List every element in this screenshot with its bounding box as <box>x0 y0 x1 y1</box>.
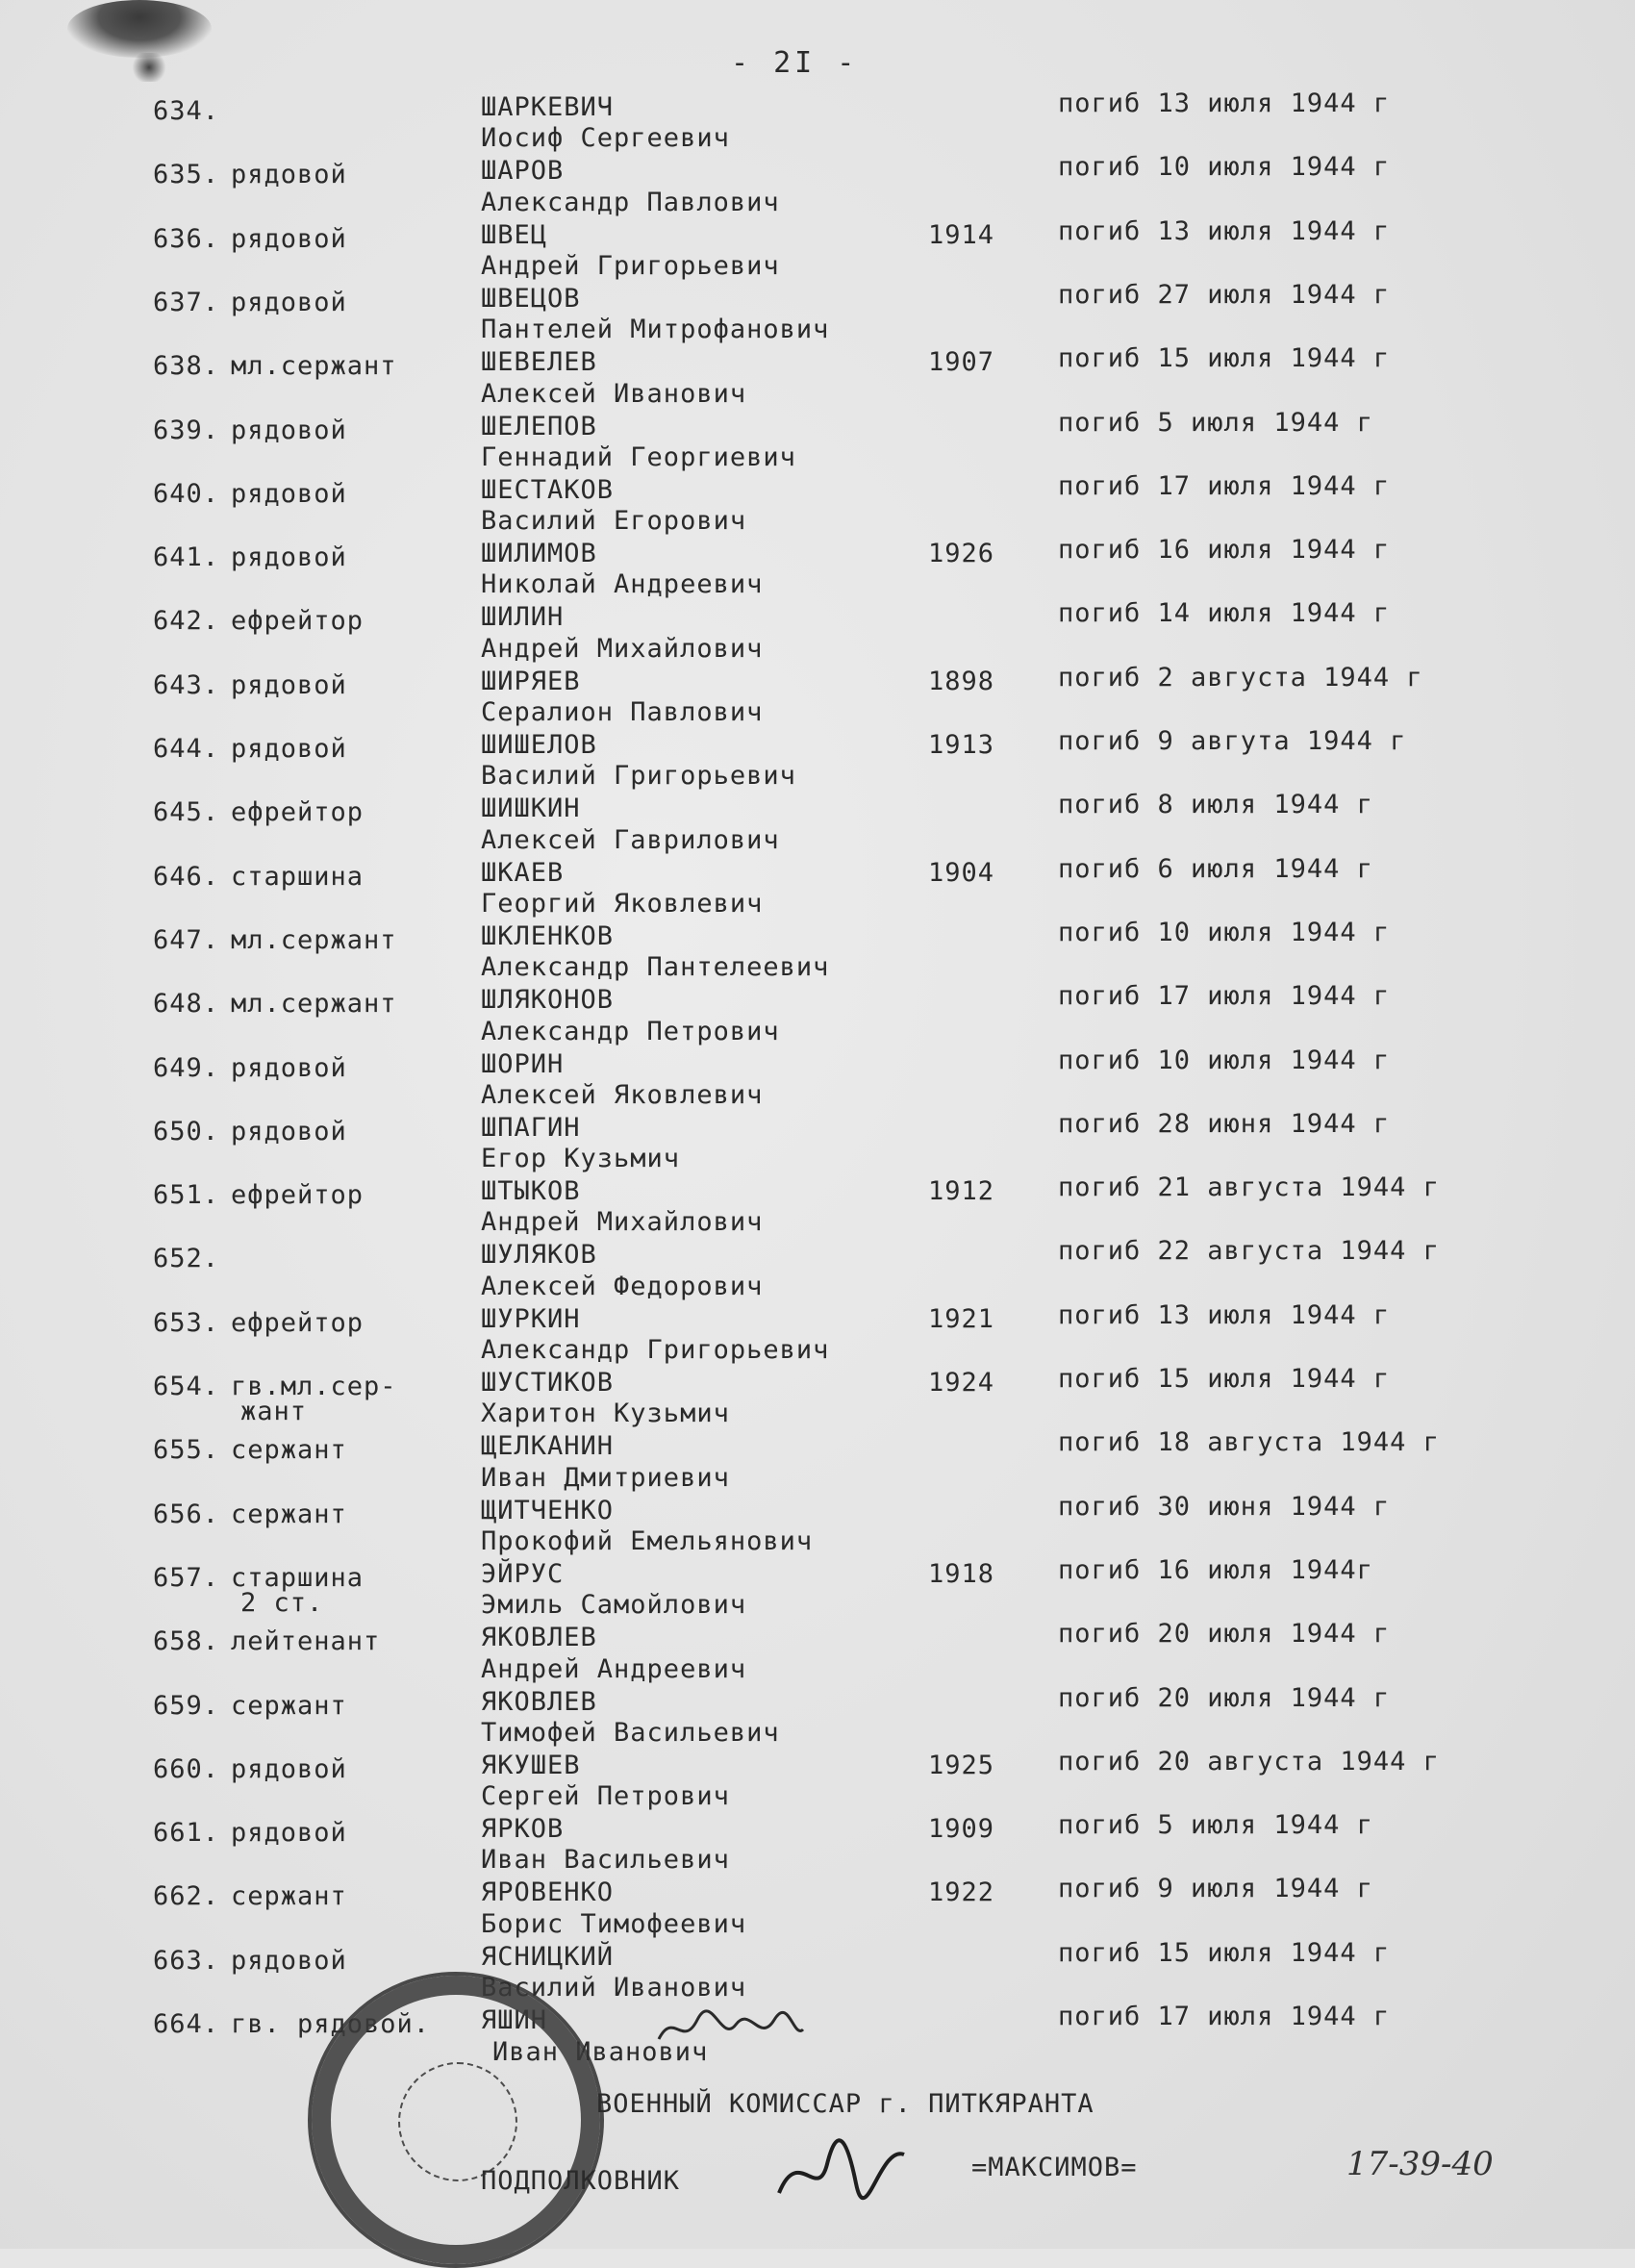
given-name: Алексей Гаврилович <box>481 824 780 855</box>
fate-date: погиб 10 июля 1944 г <box>1058 1045 1391 1075</box>
entry-number: 646. <box>152 861 219 892</box>
birth-year: 1922 <box>928 1877 995 1908</box>
entry-number: 645. <box>152 797 219 828</box>
surname: ШИЛИН <box>481 602 565 633</box>
given-name: Пантелей Митрофанович <box>481 315 830 345</box>
entry-number: 658. <box>152 1626 219 1657</box>
page-number: - 2I - <box>731 46 859 80</box>
list-row <box>0 1207 1635 1274</box>
birth-year: 1914 <box>928 219 995 250</box>
surname: ШУЛЯКОВ <box>481 1240 597 1271</box>
fate-date: погиб 13 июля 1944 г <box>1058 215 1391 246</box>
entry-number: 661. <box>152 1818 219 1849</box>
fate-date: погиб 15 июля 1944 г <box>1058 1364 1391 1394</box>
surname: ШЕЛЕПОВ <box>481 411 597 441</box>
surname: ШИШЕЛОВ <box>481 730 597 760</box>
fate-date: погиб 27 июля 1944 г <box>1058 279 1391 310</box>
surname: ШПАГИН <box>481 1112 581 1143</box>
official-stamp <box>308 1972 604 2268</box>
given-name: Харитон Кузьмич <box>481 1399 730 1429</box>
surname: ШВЕЦОВ <box>481 283 581 314</box>
list-row <box>0 1016 1635 1083</box>
entry-number: 660. <box>152 1753 219 1784</box>
fate-date: погиб 16 июля 1944г <box>1058 1554 1373 1585</box>
birth-year: 1926 <box>928 539 995 569</box>
given-name: Василий Григорьевич <box>481 761 796 792</box>
surname: ЯКОВЛЕВ <box>481 1686 597 1717</box>
fate-date: погиб 18 августа 1944 г <box>1058 1427 1440 1458</box>
ink-smudge <box>67 0 212 58</box>
list-row <box>0 1587 1635 1657</box>
list-row <box>0 506 1635 573</box>
entry-number: 652. <box>152 1244 219 1274</box>
surname: ЩЕЛКАНИН <box>481 1431 615 1462</box>
entry-number: 650. <box>152 1116 219 1147</box>
given-name: Андрей Андреевич <box>481 1653 747 1684</box>
surname: ЯРОВЕНКО <box>481 1877 615 1908</box>
military-rank: рядовой <box>231 1052 347 1083</box>
entry-number: 644. <box>152 734 219 764</box>
military-rank: мл.сержант <box>231 924 397 955</box>
fate-date: погиб 9 июля 1944 г <box>1058 1874 1373 1904</box>
entry-number: 635. <box>152 160 219 190</box>
commissar-signature <box>769 2126 914 2212</box>
entry-number: 634. <box>152 96 219 126</box>
fate-date: погиб 5 июля 1944 г <box>1058 1810 1373 1841</box>
military-rank: рядовой <box>231 1116 347 1147</box>
military-rank: ефрейтор <box>231 1307 365 1338</box>
handwritten-number: 17-39-40 <box>1346 2145 1494 2183</box>
birth-year: 1904 <box>928 857 995 888</box>
military-rank: рядовой <box>231 669 347 700</box>
surname: ШКЛЕНКОВ <box>481 920 615 951</box>
entry-number: 647. <box>152 924 219 955</box>
surname: ШАРКЕВИЧ <box>481 92 615 122</box>
given-name: Александр Пантелеевич <box>481 952 830 983</box>
fate-date: погиб 28 июня 1944 г <box>1058 1108 1391 1139</box>
entry-number: 653. <box>152 1307 219 1338</box>
surname: ЭЙРУС <box>481 1558 565 1589</box>
entry-number: 637. <box>152 287 219 317</box>
given-name: Егор Кузьмич <box>481 1144 681 1174</box>
surname: ШЕВЕЛЕВ <box>481 347 597 378</box>
list-row <box>0 1845 1635 1912</box>
stamp-emblem <box>398 2062 517 2181</box>
military-rank: лейтенант <box>231 1626 381 1657</box>
handwritten-signature-yashin <box>654 2001 808 2058</box>
officer-name: =МАКСИМОВ= <box>971 2153 1138 2182</box>
given-name: Эмиль Самойлович <box>481 1590 747 1621</box>
surname: ЯКУШЕВ <box>481 1750 581 1780</box>
military-rank: мл.сержант <box>231 351 397 382</box>
list-row <box>0 569 1635 637</box>
fate-date: погиб 6 июля 1944 г <box>1058 853 1373 884</box>
given-name: Прокофий Емельянович <box>481 1525 814 1556</box>
list-row <box>0 1781 1635 1849</box>
military-rank: рядовой <box>231 160 347 190</box>
military-rank: сержант <box>231 1690 347 1721</box>
given-name: Георгий Яковлевич <box>481 888 764 919</box>
given-name: Александр Петрович <box>481 1016 780 1046</box>
fate-date: погиб 9 авгута 1944 г <box>1058 726 1407 756</box>
fate-date: погиб 13 июля 1944 г <box>1058 88 1391 118</box>
entry-number: 655. <box>152 1435 219 1466</box>
surname: ШАРОВ <box>481 156 565 187</box>
given-name: Андрей Михайлович <box>481 633 764 664</box>
entry-number: 657. <box>152 1562 219 1593</box>
list-row <box>0 378 1635 445</box>
list-row <box>0 123 1635 190</box>
entry-number: 663. <box>152 1945 219 1976</box>
list-row <box>0 824 1635 892</box>
fate-date: погиб 13 июля 1944 г <box>1058 1299 1391 1330</box>
list-row <box>0 952 1635 1020</box>
fate-date: погиб 14 июля 1944 г <box>1058 598 1391 629</box>
list-row <box>0 60 1635 126</box>
entry-number: 641. <box>152 542 219 573</box>
fate-date: погиб 22 августа 1944 г <box>1058 1236 1440 1267</box>
fate-date: погиб 30 июня 1944 г <box>1058 1491 1391 1522</box>
fate-date: погиб 17 июля 1944 г <box>1058 981 1391 1012</box>
list-row <box>0 1973 1635 2039</box>
list-row <box>0 251 1635 315</box>
fate-date: погиб 5 июля 1944 г <box>1058 407 1373 438</box>
fate-date: погиб 20 августа 1944 г <box>1058 1746 1440 1777</box>
given-name: Сергей Петрович <box>481 1781 730 1812</box>
military-rank: ефрейтор <box>231 606 365 637</box>
list-row <box>0 1144 1635 1211</box>
military-rank: сержант <box>231 1435 347 1466</box>
given-name: Александр Григорьевич <box>481 1335 830 1365</box>
fate-date: погиб 17 июля 1944 г <box>1058 470 1391 501</box>
entry-number: 642. <box>152 606 219 637</box>
military-rank: рядовой <box>231 734 347 764</box>
entry-number: 643. <box>152 669 219 700</box>
military-rank-continued: 2 ст. <box>240 1587 324 1618</box>
entry-number: 659. <box>152 1690 219 1721</box>
surname: ШИЛИМОВ <box>481 539 597 569</box>
officer-rank: ПОДПОЛКОВНИК <box>481 2166 681 2196</box>
entry-number: 639. <box>152 415 219 445</box>
given-name: Алексей Иванович <box>481 378 747 409</box>
surname: ШЛЯКОНОВ <box>481 985 615 1016</box>
fate-date: погиб 16 июля 1944 г <box>1058 535 1391 566</box>
surname: ШИШКИН <box>481 794 581 824</box>
birth-year: 1898 <box>928 666 995 696</box>
military-rank: старшина <box>231 1562 365 1593</box>
given-name: Андрей Григорьевич <box>481 250 780 281</box>
surname: ШИРЯЕВ <box>481 666 581 696</box>
given-name: Василий Иванович <box>481 1973 747 2003</box>
fate-date: погиб 10 июля 1944 г <box>1058 152 1391 183</box>
military-rank: рядовой <box>231 223 347 254</box>
list-row <box>0 1717 1635 1784</box>
birth-year: 1913 <box>928 730 995 760</box>
military-rank: ефрейтор <box>231 1180 365 1211</box>
surname: ШТЫКОВ <box>481 1176 581 1207</box>
given-name: Василий Егорович <box>481 506 747 537</box>
birth-year: 1909 <box>928 1814 995 1845</box>
fate-date: погиб 21 августа 1944 г <box>1058 1172 1440 1203</box>
given-name: Иван Дмитриевич <box>481 1462 730 1493</box>
list-row <box>0 888 1635 955</box>
commissar-title: ВОЕННЫЙ КОМИССАР г. ПИТКЯРАНТА <box>596 2089 1094 2119</box>
entry-number: 656. <box>152 1499 219 1529</box>
entry-number: 662. <box>152 1881 219 1912</box>
fate-date: погиб 10 июля 1944 г <box>1058 917 1391 947</box>
military-rank: рядовой <box>231 287 347 317</box>
military-rank: рядовой <box>231 478 347 509</box>
military-rank: сержант <box>231 1499 347 1529</box>
given-name: Иван Васильевич <box>481 1845 730 1876</box>
birth-year: 1918 <box>928 1558 995 1589</box>
military-rank: сержант <box>231 1881 347 1912</box>
list-row <box>0 1079 1635 1147</box>
surname: ЩИТЧЕНКО <box>481 1495 615 1525</box>
military-rank: гв. рядовой. <box>231 2009 431 2039</box>
list-row <box>0 441 1635 509</box>
birth-year: 1921 <box>928 1303 995 1334</box>
fate-date: погиб 15 июля 1944 г <box>1058 343 1391 374</box>
military-rank: рядовой <box>231 1945 347 1976</box>
military-rank: рядовой <box>231 542 347 573</box>
birth-year: 1912 <box>928 1176 995 1207</box>
entry-number: 638. <box>152 351 219 382</box>
given-name: Борис Тимофеевич <box>481 1908 747 1939</box>
list-row <box>0 761 1635 828</box>
given-name: Иосиф Сергеевич <box>481 123 730 154</box>
surname: ЯШИН <box>481 2005 548 2035</box>
military-rank: мл.сержант <box>231 989 397 1020</box>
given-name: Тимофей Васильевич <box>481 1717 780 1748</box>
list-row <box>0 697 1635 764</box>
military-rank: рядовой <box>231 415 347 445</box>
list-row <box>0 1399 1635 1466</box>
trailing-given-name: Иван Иванович <box>492 2037 709 2067</box>
military-rank-continued: жант <box>240 1397 308 1426</box>
given-name: Николай Андреевич <box>481 569 764 600</box>
surname: ШОРИН <box>481 1048 565 1079</box>
birth-year: 1924 <box>928 1368 995 1398</box>
fate-date: погиб 20 июля 1944 г <box>1058 1682 1391 1713</box>
military-rank: ефрейтор <box>231 797 365 828</box>
given-name: Андрей Михайлович <box>481 1207 764 1238</box>
given-name: Геннадий Георгиевич <box>481 441 796 472</box>
entry-number: 640. <box>152 478 219 509</box>
military-rank: рядовой <box>231 1818 347 1849</box>
surname: ЯСНИЦКИЙ <box>481 1941 615 1972</box>
entry-number: 636. <box>152 223 219 254</box>
surname: ШУСТИКОВ <box>481 1368 615 1398</box>
list-row <box>0 315 1635 382</box>
entry-number: 649. <box>152 1052 219 1083</box>
list-row <box>0 1653 1635 1721</box>
birth-year: 1907 <box>928 347 995 378</box>
surname: ЯКОВЛЕВ <box>481 1623 597 1653</box>
surname: ШУРКИН <box>481 1303 581 1334</box>
surname: ШКАЕВ <box>481 857 565 888</box>
fate-date: погиб 20 июля 1944 г <box>1058 1619 1391 1650</box>
list-row <box>0 1908 1635 1976</box>
list-row <box>0 1462 1635 1529</box>
given-name: Александр Павлович <box>481 187 780 217</box>
surname: ШВЕЦ <box>481 219 548 250</box>
entry-number: 648. <box>152 989 219 1020</box>
entry-number: 651. <box>152 1180 219 1211</box>
entry-number: 664. <box>152 2009 219 2039</box>
military-rank: рядовой <box>231 1753 347 1784</box>
entry-number: 654. <box>152 1372 219 1401</box>
surname: ЯРКОВ <box>481 1814 565 1845</box>
given-name: Сералион Павлович <box>481 697 764 727</box>
list-row <box>0 187 1635 254</box>
fate-date: погиб 8 июля 1944 г <box>1058 790 1373 820</box>
surname: ШЕСТАКОВ <box>481 474 615 505</box>
list-row <box>0 1271 1635 1338</box>
given-name: Алексей Федорович <box>481 1271 764 1301</box>
fate-date: погиб 15 июля 1944 г <box>1058 1937 1391 1968</box>
list-row <box>0 633 1635 700</box>
military-rank: гв.мл.сер- <box>231 1372 397 1401</box>
birth-year: 1925 <box>928 1750 995 1780</box>
given-name: Алексей Яковлевич <box>481 1079 764 1110</box>
military-rank: старшина <box>231 861 365 892</box>
fate-date: погиб 2 августа 1944 г <box>1058 662 1423 693</box>
fate-date: погиб 17 июля 1944 г <box>1058 2002 1391 2031</box>
